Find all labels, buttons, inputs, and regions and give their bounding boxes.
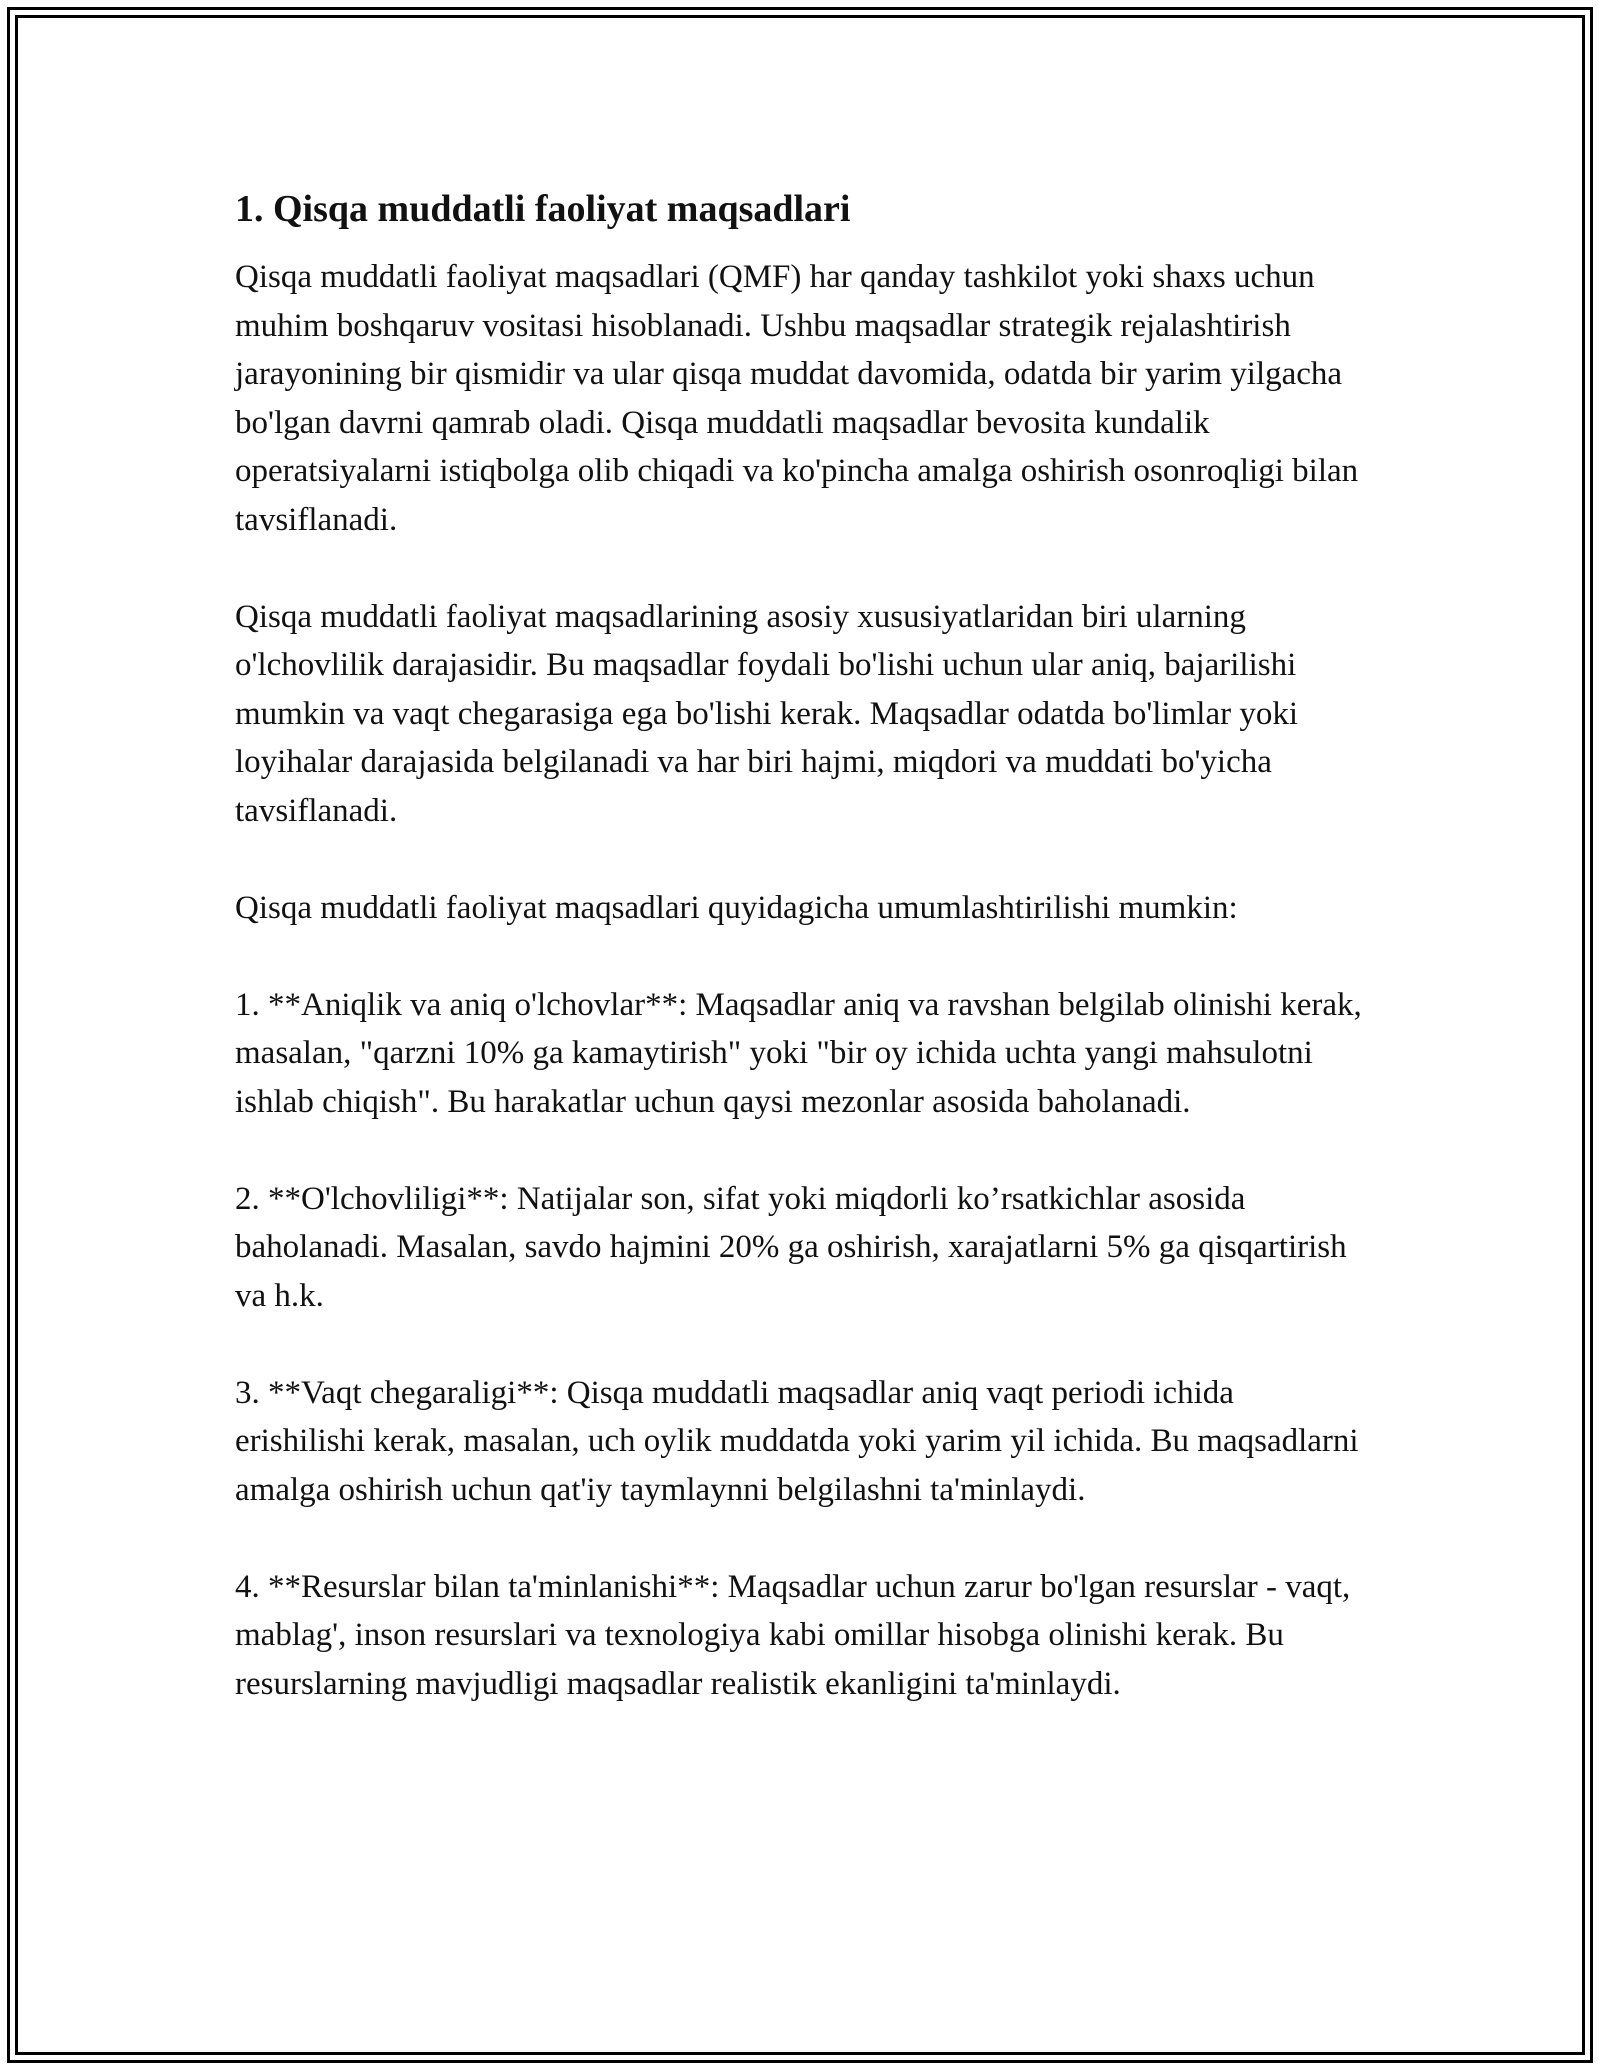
paragraph-intro: Qisqa muddatli faoliyat maqsadlari (QMF) har qanday tashkilot yoki shaxs uchun muhim boshqaruv vositasi hisoblanadi. Ushbu maqsadlar strategik rejalashtirish jarayonining bir qismidir va ular qisqa muddat davomida, odatda bir yarim yilgacha bo'lgan davrni qamrab oladi. Qisqa muddatli maqsadlar bevosita kundalik operatsiyalarni istiqbolga olib chiqadi va ko'pincha amalga oshirish osonroqligi bilan tavsiflanadi. bbox=[235, 259, 1359, 538]
list-item-measurability: 2. **O'lchovliligi**: Natijalar son, sifat yoki miqdorli ko’rsatkichlar asosida baholanadi. Masalan, savdo hajmini 20% ga oshirish, xarajatlarni 5% ga qisqartirish va h.k. bbox=[235, 1180, 1347, 1314]
section-heading: 1. Qisqa muddatli faoliyat maqsadlari bbox=[235, 188, 851, 230]
document-body bbox=[235, 185, 1365, 1757]
paragraph-summary-intro: Qisqa muddatli faoliyat maqsadlari quyidagicha umumlashtirilishi mumkin: bbox=[235, 889, 1238, 926]
list-item-time-bound: 3. **Vaqt chegaraligi**: Qisqa muddatli maqsadlar aniq vaqt periodi ichida erishilishi kerak, masalan, uch oylik muddatda yoki yarim yil ichida. Bu maqsadlarni amalga oshirish uchun qat'iy taymlaynni belgilashni ta'minlaydi. bbox=[235, 1374, 1359, 1508]
list-item-resources: 4. **Resurslar bilan ta'minlanishi**: Maqsadlar uchun zarur bo'lgan resurslar - vaqt, mablag', inson resurslari va texnologiya kabi omillar hisobga olinishi kerak. Bu resurslarning mavjudligi maqsadlar realistik ekanligini ta'minlaydi. bbox=[235, 1568, 1351, 1702]
paragraph-characteristics: Qisqa muddatli faoliyat maqsadlarining asosiy xususiyatlaridan biri ularning o'lchovlilik darajasidir. Bu maqsadlar foydali bo'lishi uchun ular aniq, bajarilishi mumkin va vaqt chegarasiga ega bo'lishi kerak. Maqsadlar odatda bo'limlar yoki loyihalar darajasida belgilanadi va har biri hajmi, miqdori va muddati bo'yicha tavsiflanadi. bbox=[235, 598, 1298, 829]
list-item-precision: 1. **Aniqlik va aniq o'lchovlar**: Maqsadlar aniq va ravshan belgilab olinishi kerak, masalan, "qarzni 10% ga kamaytirish" yoki "bir oy ichida uchta yangi mahsulotni ishlab chiqish". Bu harakatlar uchun qaysi mezonlar asosida baholanadi. bbox=[235, 986, 1362, 1120]
